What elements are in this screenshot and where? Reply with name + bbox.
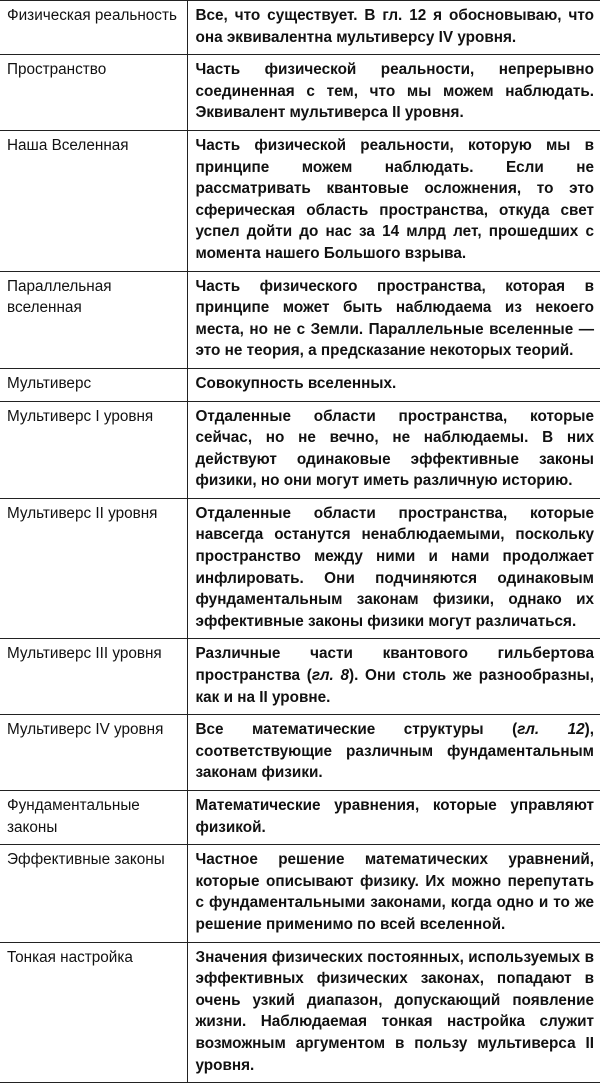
term-label: Мультиверс I уровня [7,407,154,425]
definition-cell: Часть физического пространства, которая в принципе может быть наблюдаема из некоего места, но не с Земли. Параллельные вселенные — это не теория, а предсказание некоторых теорий. [187,271,600,368]
table-row [0,791,600,845]
glossary-body [0,1,600,1083]
definition-text: ). Они столь же разнообразны, как и на II уровне. [195,667,594,706]
definition-cell: Отдаленные области пространства, которые сейчас, но не вечно, не наблюдаемы. В них действуют одинаковые эффективные законы физики, но они могут иметь различную историю. [187,401,600,498]
definition-cell: Совокупность вселенных. [187,368,600,401]
table-row [0,498,600,639]
definition-cell [187,639,600,715]
term-cell [0,791,187,845]
definition-cell: Значения физических постоянных, используемых в эффективных физических законах, попадают в очень узкий диапазон, допускающий появление жизни. Наблюдаемая тонкая настройка служит возможным аргументом в пользу мультиверса II уровня. [187,942,600,1083]
definition-cell: Математические уравнения, которые управляют физикой. [187,791,600,845]
definition-text: Все математические структуры ( [195,721,518,739]
table-row [0,715,600,791]
term-label: Пространство [7,61,107,79]
table-row [0,368,600,401]
term-cell [0,715,187,791]
term-cell [0,401,187,498]
term-cell [0,1,187,55]
definition-cell [187,715,600,791]
term-label: Мультиверс IV уровня [7,721,164,739]
term-cell [0,498,187,639]
term-label: Фундаментальные законы [7,797,140,836]
term-label: Эффективные законы [7,851,165,869]
table-row [0,55,600,131]
term-label: Мультиверс [7,374,92,392]
term-cell [0,942,187,1083]
term-label: Физическая реальность [7,7,177,24]
term-label: Параллельная вселенная [7,277,112,317]
definition-cell: Часть физической реальности, непрерывно соединенная с тем, что мы можем наблюдать. Эквивалент мультиверса II уровня. [187,55,600,131]
term-cell [0,55,187,131]
definition-cell: Частное решение математических уравнений, которые описывают физику. Их можно перепутать с фундаментальными законами, когда одно и то же решение применимо по всей вселенной. [187,845,600,942]
table-row [0,639,600,715]
chapter-reference: гл. 12 [517,721,585,739]
term-cell [0,368,187,401]
term-cell [0,639,187,715]
definition-cell: Часть физической реальности, которую мы в принципе можем наблюдать. Если не рассматривать квантовые осложнения, то это сферическая область пространства, откуда свет успел дойти до нас за 14 млрд лет, прошедших с момента нашего Большого взрыва. [187,130,600,271]
term-label: Мультиверс III уровня [7,645,162,663]
term-label: Мультиверс II уровня [7,504,158,522]
term-label: Тонкая настройка [7,948,133,966]
term-cell [0,271,187,368]
table-row [0,130,600,271]
table-row [0,271,600,368]
definition-text: ), соответствующие различным фундаментальным законам физики. [195,721,594,782]
table-row [0,1,600,55]
definition-cell: Все, что существует. В гл. 12 я обосновываю, что она эквивалентна мультиверсу IV уровня. [187,1,600,55]
table-row [0,401,600,498]
chapter-reference: гл. 8 [311,667,349,685]
term-cell [0,130,187,271]
table-row [0,942,600,1083]
definition-cell: Отдаленные области пространства, которые навсегда останутся ненаблюдаемыми, поскольку пространство между ними и нами продолжает инфлировать. Они подчиняются одинаковым фундаментальным законам физики, однако их эффективные законы физики могут различаться. [187,498,600,639]
term-cell [0,845,187,942]
term-label: Наша Вселенная [7,136,129,154]
definition-text: Различные части квантового гильбертова пространства ( [195,645,594,685]
table-row [0,845,600,942]
